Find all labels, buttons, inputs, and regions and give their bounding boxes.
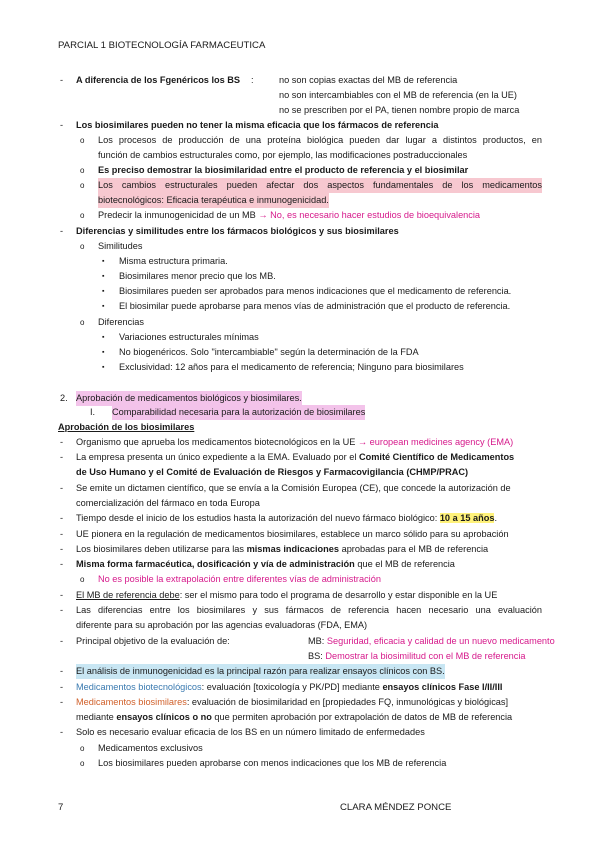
bullet-dash: - bbox=[60, 437, 64, 447]
bullet-circle: o bbox=[80, 318, 85, 327]
mb-label: MB: bbox=[308, 636, 325, 646]
eficacia-heading: Los biosimilares pueden no tener la misma eficacia que los fármacos de referencia bbox=[76, 120, 439, 130]
organismo-line bbox=[76, 435, 513, 450]
diferencias-line-1: Las diferencias entre los biosimilares y sus fármacos de referencia hacen necesario una evaluación bbox=[76, 605, 542, 615]
bullet-dash: - bbox=[60, 682, 64, 692]
bullet-square: ▪ bbox=[102, 273, 105, 280]
bullet-circle: o bbox=[80, 181, 85, 190]
bullet-square: ▪ bbox=[102, 364, 105, 371]
medbs-text: : evaluación de biosimilaridad en [propiedades FQ, inmunológicas y biológicas] bbox=[186, 697, 509, 707]
dif-colon: : bbox=[251, 75, 254, 85]
predecir-line bbox=[98, 208, 480, 223]
similitud-item: Misma estructura primaria. bbox=[119, 256, 228, 266]
medbs-line-1 bbox=[76, 695, 508, 710]
bs-objetivo: Demostrar la biosimilitud con el MB de referencia bbox=[325, 651, 526, 661]
bs-label: BS: bbox=[308, 651, 323, 661]
bullet-square: ▪ bbox=[102, 258, 105, 265]
medbio-line bbox=[76, 680, 502, 695]
medbio-label: Medicamentos biotecnológicos bbox=[76, 682, 202, 692]
diferencias-heading: Diferencias y similitudes entre los fármacos biológicos y sus biosimilares bbox=[76, 226, 399, 236]
procesos-line-1: Los procesos de producción de una proteína biológica pueden dar lugar a distintos productos, en bbox=[98, 135, 542, 145]
bullet-dash: - bbox=[60, 513, 64, 523]
page-number: 7 bbox=[58, 802, 64, 813]
bullet-dash: - bbox=[60, 483, 64, 493]
bullet-dash: - bbox=[60, 226, 64, 236]
cambios-line-1: Los cambios estructurales pueden afectar dos aspectos fundamentales de los medicamentos bbox=[98, 178, 542, 193]
bullet-circle: o bbox=[80, 166, 85, 175]
procesos-line-2: función de cambios estructurales como, por ejemplo, las modificaciones postraduccionales bbox=[98, 150, 468, 160]
diferencia-item: No biogenéricos. Solo "intercambiable" según la determinación de la FDA bbox=[119, 347, 419, 357]
deben-rest: aprobadas para el MB de referencia bbox=[341, 544, 489, 554]
empresa-comite: Comité Científico de Medicamentos bbox=[358, 452, 515, 462]
bullet-square: ▪ bbox=[102, 303, 105, 310]
bullet-square: ▪ bbox=[102, 288, 105, 295]
medbs-mediante: mediante bbox=[76, 712, 114, 722]
mb-ref-rest: : ser el mismo para todo el programa de desarrollo y estar disponible en la UE bbox=[179, 590, 498, 600]
subsection-number: I. bbox=[90, 407, 96, 417]
bullet-dash: - bbox=[60, 75, 64, 85]
exclusivos-text: Medicamentos exclusivos bbox=[98, 743, 203, 753]
misma-forma-rest: que el MB de referencia bbox=[357, 559, 455, 569]
bullet-square: ▪ bbox=[102, 349, 105, 356]
bullet-dash: - bbox=[60, 544, 64, 554]
medbs-ensayos: ensayos clínicos o no bbox=[116, 712, 212, 722]
diferencia-item: Variaciones estructurales mínimas bbox=[119, 332, 259, 342]
bullet-circle: o bbox=[80, 136, 85, 145]
organismo-text: Organismo que aprueba los medicamentos biotecnológicos en la UE bbox=[76, 437, 356, 447]
page-header: PARCIAL 1 BIOTECNOLOGÍA FARMACEUTICA bbox=[58, 40, 266, 51]
tiempo-value: 10 a 15 años bbox=[439, 513, 495, 523]
menos-indicaciones-text: Los biosimilares pueden aprobarse con menos indicaciones que los MB de referencia bbox=[98, 758, 447, 768]
cambios-line-2: biotecnológicos: Eficacia terapéutica e inmunogenicidad. bbox=[98, 193, 329, 208]
bullet-dash: - bbox=[60, 727, 64, 737]
dif-item-3: no se prescriben por el PA, tienen nombre propio de marca bbox=[279, 105, 520, 115]
predecir-answer: → No, es necesario hacer estudios de bioequivalencia bbox=[258, 210, 481, 220]
diferencias-line-2: diferente para su aprobación por las agencias evaluadoras (FDA, EMA) bbox=[76, 620, 368, 630]
medbs-rest: que permiten aprobación por extrapolación de datos de MB de referencia bbox=[214, 712, 513, 722]
bullet-dash: - bbox=[60, 605, 64, 615]
diferencias-label: Diferencias bbox=[98, 317, 144, 327]
solo-text: Solo es necesario evaluar eficacia de los BS en un número limitado de enfermedades bbox=[76, 727, 425, 737]
dif-item-2: no son intercambiables con el MB de referencia (en la UE) bbox=[279, 90, 517, 100]
bullet-circle: o bbox=[80, 575, 85, 584]
misma-forma-bold: Misma forma farmacéutica, dosificación y vía de administración bbox=[76, 559, 355, 569]
bullet-dash: - bbox=[60, 452, 64, 462]
dif-item-1: no son copias exactas del MB de referencia bbox=[279, 75, 458, 85]
bullet-dash: - bbox=[60, 590, 64, 600]
medbio-ensayos: ensayos clínicos Fase I/II/III bbox=[382, 682, 503, 692]
similitudes-label: Similitudes bbox=[98, 241, 143, 251]
subsection-title: Comparabilidad necesaria para la autorización de biosimilares bbox=[112, 405, 365, 420]
bullet-dash: - bbox=[60, 636, 64, 646]
bullet-dash: - bbox=[60, 529, 64, 539]
bullet-dash: - bbox=[60, 559, 64, 569]
dictamen-line-1: Se emite un dictamen científico, que se envía a la Comisión Europea (CE), que concede la autorización de bbox=[76, 483, 511, 493]
dictamen-line-2: comercialización del fármaco en toda Europa bbox=[76, 498, 260, 508]
dif-label: A diferencia de los Fgenéricos los BS bbox=[76, 75, 241, 85]
medbs-line-2 bbox=[76, 710, 512, 725]
ue-pionera-text: UE pionera en la regulación de medicamentos biosimilares, establece un marco sólido para su aprobación bbox=[76, 529, 509, 539]
tiempo-period: . bbox=[494, 513, 498, 523]
empresa-text: La empresa presenta un único expediente a la EMA. Evaluado por el bbox=[76, 452, 357, 462]
demostrar-text: Es preciso demostrar la biosimilaridad entre el producto de referencia y el biosimilar bbox=[98, 165, 469, 175]
bullet-circle: o bbox=[80, 211, 85, 220]
author-name: CLARA MÉNDEZ PONCE bbox=[340, 802, 452, 813]
aprobacion-heading: Aprobación de los biosimilares bbox=[58, 422, 195, 432]
no-posible-text: No es posible la extrapolación entre diferentes vías de administración bbox=[98, 574, 381, 584]
bullet-circle: o bbox=[80, 744, 85, 753]
bullet-circle: o bbox=[80, 242, 85, 251]
analisis-text: El análisis de inmunogenicidad es la principal razón para realizar ensayos clínicos con BS. bbox=[76, 664, 445, 679]
bullet-dash: - bbox=[60, 697, 64, 707]
similitud-item: Biosimilares pueden ser aprobados para menos indicaciones que el medicamento de referencia. bbox=[119, 286, 512, 296]
similitud-item: Biosimilares menor precio que los MB. bbox=[119, 271, 276, 281]
section-title: Aprobación de medicamentos biológicos y biosimilares. bbox=[76, 391, 302, 406]
empresa-line-2: de Uso Humano y el Comité de Evaluación de Riesgos y Farmacovigilancia (CHMP/PRAC) bbox=[76, 467, 469, 477]
similitud-item: El biosimilar puede aprobarse para menos vías de administración que el producto de referencia. bbox=[119, 301, 511, 311]
medbs-label: Medicamentos biosimilares bbox=[76, 697, 187, 707]
empresa-line-1 bbox=[76, 450, 514, 465]
mb-objetivo-line bbox=[308, 634, 555, 649]
deben-line bbox=[76, 542, 488, 557]
bullet-dash: - bbox=[60, 666, 64, 676]
organismo-answer: → european medicines agency (EMA) bbox=[357, 437, 514, 447]
tiempo-text: Tiempo desde el inicio de los estudios hasta la autorización del nuevo fármaco biológico: bbox=[76, 513, 438, 523]
tiempo-line bbox=[76, 511, 497, 526]
principal-text: Principal objetivo de la evaluación de: bbox=[76, 636, 230, 646]
bullet-circle: o bbox=[80, 759, 85, 768]
mb-ref-underlined: El MB de referencia debe bbox=[76, 590, 180, 600]
bullet-square: ▪ bbox=[102, 334, 105, 341]
deben-text: Los biosimilares deben utilizarse para las bbox=[76, 544, 245, 554]
diferencia-item: Exclusividad: 12 años para el medicamento de referencia; Ninguno para biosimilares bbox=[119, 362, 464, 372]
predecir-text: Predecir la inmunogenicidad de un MB bbox=[98, 210, 256, 220]
mb-objetivo: Seguridad, eficacia y calidad de un nuevo medicamento bbox=[326, 636, 555, 646]
medbio-text: : evaluación [toxicología y PK/PD] mediante bbox=[201, 682, 380, 692]
bs-objetivo-line bbox=[308, 649, 526, 664]
section-number: 2. bbox=[60, 393, 68, 403]
bullet-dash: - bbox=[60, 120, 64, 130]
deben-mismas: mismas indicaciones bbox=[246, 544, 340, 554]
misma-forma-line bbox=[76, 557, 455, 572]
mb-ref-line bbox=[76, 588, 497, 603]
